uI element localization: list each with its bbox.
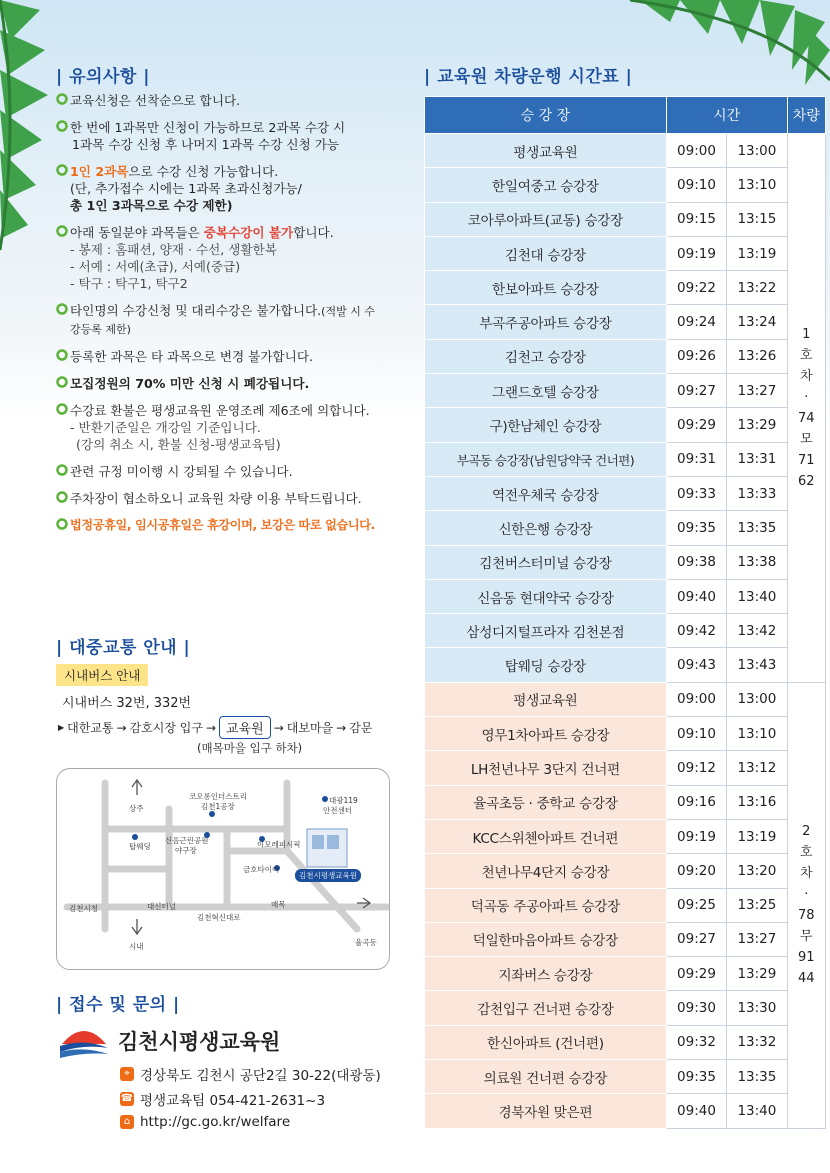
table-row [425,682,826,716]
table-row [425,442,826,476]
time-cell: 09:19 [666,819,726,853]
stop-cell: 신한은행 승강장 [425,511,667,545]
time-cell: 13:27 [727,374,787,408]
table-row [425,305,826,339]
time-cell: 13:25 [727,888,787,922]
stop-cell: 한신아파트 (건너편) [425,1025,667,1059]
stop-cell: 김천버스터미널 승강장 [425,545,667,579]
table-row [425,614,826,648]
note-text: 총 1인 3과목으로 수강 제한) [70,198,233,213]
time-cell: 09:35 [666,511,726,545]
stop-cell: 의료원 건너편 승강장 [425,1060,667,1094]
stop-cell: 한보아파트 승강장 [425,271,667,305]
map-label: 금호타이어 [243,865,280,874]
bullet-icon [56,303,70,317]
table-row [425,134,826,168]
table-row [425,1060,826,1094]
table-row [425,751,826,785]
table-row [425,648,826,682]
map-label: 대광119 [329,796,358,805]
table-row [425,1025,826,1059]
list-item [56,490,416,507]
vehicle-char: 62 [798,473,815,489]
highlight-text: 중복수강이 불가 [203,225,294,240]
time-cell: 13:19 [727,236,787,270]
bullet-icon [56,349,70,363]
time-cell: 13:20 [727,854,787,888]
vehicle-char: 91 [798,950,815,966]
palm-leaf-right-decoration [620,0,830,90]
list-item [56,92,416,109]
table-row [425,579,826,613]
note-subtext: - 봉제 : 홈패션, 양재 · 수선, 생활한복 [70,242,277,257]
time-cell: 09:25 [666,888,726,922]
time-cell: 09:24 [666,305,726,339]
stop-cell: 지좌버스 승강장 [425,957,667,991]
bus-route [58,716,372,739]
map-label: 이모레피시픽 [257,840,301,849]
table-row [425,202,826,236]
bus-line-text: 시내버스 32번, 332번 [62,696,192,711]
map-label: 율곡동 [355,938,377,947]
stop-cell: KCC스위첸아파트 건너편 [425,819,667,853]
vehicle-char: 무 [800,929,813,945]
time-cell: 13:35 [727,1060,787,1094]
map-label: 안전센터 [323,806,352,815]
table-row [425,922,826,956]
time-cell: 09:38 [666,545,726,579]
highlight-text: 1인 2과목 [70,164,129,179]
bus-info-chip: 시내버스 안내 [56,664,148,686]
route-stop: 대한교통 [67,721,114,735]
org-name: 김천시평생교육원 [118,1030,281,1054]
stop-cell: 탑웨딩 승강장 [425,648,667,682]
time-cell: 13:19 [727,819,787,853]
time-cell: 13:43 [727,648,787,682]
table-row [425,511,826,545]
map-label: 매목 [271,900,286,909]
time-cell: 13:33 [727,476,787,510]
time-cell: 13:22 [727,271,787,305]
stop-cell: 구)한남체인 승강장 [425,408,667,442]
time-cell: 13:15 [727,202,787,236]
note-text: 한 번에 1과목만 신청이 가능하므로 2과목 수강 시 [70,120,346,135]
table-row [425,854,826,888]
bullet-icon [56,403,70,417]
vehicle-char: · [804,887,809,903]
address-row [120,1064,381,1084]
note-text: (단, 추가접수 시에는 1과목 초과신청가능/ [70,181,302,196]
time-cell: 13:32 [727,1025,787,1059]
time-cell: 09:29 [666,957,726,991]
time-cell: 09:40 [666,1094,726,1128]
stop-cell: 천년나무4단지 승강장 [425,854,667,888]
transit-title: | 대중교통 안내 | [56,638,191,658]
map-label: 신음근린공원 [165,836,209,845]
notes-title: | 유의사항 | [56,67,150,87]
table-row [425,717,826,751]
vehicle-char: · [804,389,809,405]
note-subtext: - 반환기준일은 개강일 기준입니다. [70,420,261,435]
stop-cell: 율곡초등 · 중학교 승강장 [425,785,667,819]
note-text: 으로 수강 신청 가능합니다. [128,164,279,179]
list-item [56,224,416,292]
stop-cell: 김천고 승강장 [425,339,667,373]
time-cell: 09:19 [666,236,726,270]
list-item [56,463,416,480]
stop-cell: 부곡주공아파트 승강장 [425,305,667,339]
bullet-icon [56,518,70,532]
map-label: 상주 [129,804,144,813]
bus-stop-note: (매목마을 입구 하차) [197,741,303,755]
vehicle-char: 차 [800,368,813,384]
stop-cell: 그랜드호텔 승강장 [425,374,667,408]
table-row [425,168,826,202]
time-cell: 13:00 [727,682,787,716]
list-item [56,302,416,338]
note-text: 1과목 수강 신청 후 나머지 1과목 수강 신청 가능 [72,137,340,152]
time-cell: 09:30 [666,991,726,1025]
time-cell: 13:40 [727,1094,787,1128]
note-text: 등록한 과목은 타 과목으로 변경 불가합니다. [70,349,313,364]
schedule-title: | 교육원 차량운행 시간표 | [424,67,633,87]
time-cell: 13:10 [727,717,787,751]
list-item [56,375,416,392]
time-cell: 13:16 [727,785,787,819]
map-label: 김천시청 [69,904,98,913]
home-icon: ⌂ [120,1115,134,1129]
time-cell: 13:40 [727,579,787,613]
contact-title: | 접수 및 문의 | [56,995,180,1015]
stop-cell: 삼성디지털프라자 김천본점 [425,614,667,648]
route-stop: 대보마을 [286,721,334,735]
vehicle-char: 1 [802,326,811,342]
note-text: 모집정원의 70% 미만 신청 시 폐강됩니다. [70,376,310,391]
location-pin-icon: ⌖ [120,1067,134,1081]
stop-cell: 한일여중고 승강장 [425,168,667,202]
time-cell: 13:12 [727,751,787,785]
list-item [56,348,416,365]
web-link[interactable]: http://gc.go.kr/welfare [140,1114,291,1130]
vehicle-char: 호 [800,845,813,861]
time-cell: 09:15 [666,202,726,236]
list-item [56,517,416,534]
time-cell: 13:30 [727,991,787,1025]
note-text: 교육신청은 선착순으로 합니다. [70,93,241,108]
stop-cell: 평생교육원 [425,682,667,716]
route-arrow: → [205,720,217,735]
route-arrow: → [273,720,284,735]
note-subtext: 강등록 제한) [70,323,131,336]
stop-cell: LH천년나무 3단지 건너편 [425,751,667,785]
stop-cell: 부곡동 승강장(남원당약국 건너편) [425,442,667,476]
note-subtext: (강의 취소 시, 환불 신청-평생교육팀) [76,437,281,452]
map-label: 시내 [129,942,144,951]
map-label: 김천혁신대로 [197,913,241,922]
stop-cell: 감천입구 건너편 승강장 [425,991,667,1025]
note-subtext: (적발 시 수 [321,305,375,318]
time-cell: 13:35 [727,511,787,545]
vehicle-char: 호 [800,347,813,363]
vehicle-char: 모 [800,431,813,447]
table-row [425,545,826,579]
time-cell: 13:10 [727,168,787,202]
table-row [425,476,826,510]
bullet-icon [56,464,70,478]
bullet-icon [56,120,70,134]
note-subtext: - 서예 : 서예(초급), 서예(중급) [70,259,241,274]
time-cell: 09:10 [666,168,726,202]
triangle-icon: ▶ [58,723,65,732]
note-text: 관련 규정 미이행 시 강퇴될 수 있습니다. [70,464,293,479]
header-car: 차량 [787,97,825,134]
table-row [425,339,826,373]
time-cell: 09:33 [666,476,726,510]
route-arrow: → [116,720,127,735]
table-row [425,991,826,1025]
vehicle-char: 71 [798,452,815,468]
table-row [425,408,826,442]
address-text: 경상북도 김천시 공단2길 30-22(대광동) [140,1068,381,1084]
route-stop: 감문 [349,721,373,735]
vehicle-cell [787,682,825,1128]
time-cell: 09:26 [666,339,726,373]
stop-cell: 경북자원 맞은편 [425,1094,667,1128]
vehicle-char: 44 [798,971,815,987]
table-row [425,785,826,819]
stop-cell: 영무1차아파트 승강장 [425,717,667,751]
note-subtext: - 탁구 : 탁구1, 탁구2 [70,276,188,291]
route-stop: 감호시장 입구 [129,721,203,735]
time-cell: 09:10 [666,717,726,751]
route-arrow: → [336,720,347,735]
time-cell: 09:35 [666,1060,726,1094]
stop-cell: 코아루아파트(교동) 승강장 [425,202,667,236]
time-cell: 09:00 [666,682,726,716]
stop-cell: 신음동 현대약국 승강장 [425,579,667,613]
bullet-icon [56,225,70,239]
stop-cell: 역전우체국 승강장 [425,476,667,510]
phone-row [120,1089,325,1109]
time-cell: 09:29 [666,408,726,442]
time-cell: 13:42 [727,614,787,648]
time-cell: 13:26 [727,339,787,373]
stop-cell: 덕곡동 주공아파트 승강장 [425,888,667,922]
table-row [425,1094,826,1128]
map-label-center: 김천시평생교육원 [295,869,361,882]
table-row [425,819,826,853]
map-label: 야구장 [175,846,197,855]
schedule-table [424,96,826,1129]
note-text: 수강료 환불은 평생교육원 운영조례 제6조에 의합니다. [70,403,370,418]
time-cell: 13:24 [727,305,787,339]
table-header-row [425,97,826,134]
time-cell: 09:00 [666,134,726,168]
vehicle-char: 2 [802,824,811,840]
list-item [56,402,416,453]
web-row [120,1114,290,1130]
stop-cell: 김천대 승강장 [425,236,667,270]
phone-icon: ☎ [120,1093,134,1104]
list-item [56,119,416,153]
time-cell: 09:42 [666,614,726,648]
note-text: 타인명의 수강신청 및 대리수강은 불가합니다. [70,303,322,318]
time-cell: 13:29 [727,408,787,442]
stop-cell: 평생교육원 [425,134,667,168]
notes-list [56,92,416,544]
map-label: 탑웨딩 [129,842,151,851]
table-row [425,888,826,922]
time-cell: 09:40 [666,579,726,613]
bullet-icon [56,491,70,505]
time-cell: 09:27 [666,374,726,408]
note-text: 주차장이 협소하오니 교육원 차량 이용 부탁드립니다. [70,491,362,506]
header-time: 시간 [666,97,787,134]
time-cell: 13:31 [727,442,787,476]
map-label: 코오롱인더스트리 [189,792,247,801]
time-cell: 13:29 [727,957,787,991]
route-stop-highlight: 교육원 [219,716,271,739]
map-label: 김천1공장 [201,802,235,811]
time-cell: 09:27 [666,922,726,956]
note-text: 법정공휴일, 임시공휴일은 휴강이며, 보강은 따로 없습니다. [70,518,375,532]
stop-cell: 덕일한마음아파트 승강장 [425,922,667,956]
time-cell: 09:12 [666,751,726,785]
time-cell: 09:20 [666,854,726,888]
note-text: 아래 동일분야 과목들은 [70,225,204,240]
org-logo [58,1022,110,1058]
bullet-icon [56,164,70,178]
time-cell: 09:16 [666,785,726,819]
vehicle-char: 78 [798,908,815,924]
vehicle-char: 74 [798,410,815,426]
table-row [425,271,826,305]
time-cell: 09:22 [666,271,726,305]
time-cell: 09:43 [666,648,726,682]
list-item [56,163,416,214]
table-row [425,374,826,408]
table-row [425,957,826,991]
time-cell: 13:27 [727,922,787,956]
time-cell: 13:38 [727,545,787,579]
time-cell: 09:32 [666,1025,726,1059]
header-stop: 승 강 장 [425,97,667,134]
map-label: 대신터널 [147,902,176,911]
bullet-icon [56,376,70,390]
phone-text: 평생교육팀 054-421-2631~3 [140,1093,326,1109]
vehicle-cell [787,134,825,683]
time-cell: 09:31 [666,442,726,476]
bullet-icon [56,93,70,107]
note-text: 합니다. [293,225,334,240]
time-cell: 13:00 [727,134,787,168]
vehicle-char: 차 [800,866,813,882]
table-row [425,236,826,270]
location-map [56,768,390,970]
